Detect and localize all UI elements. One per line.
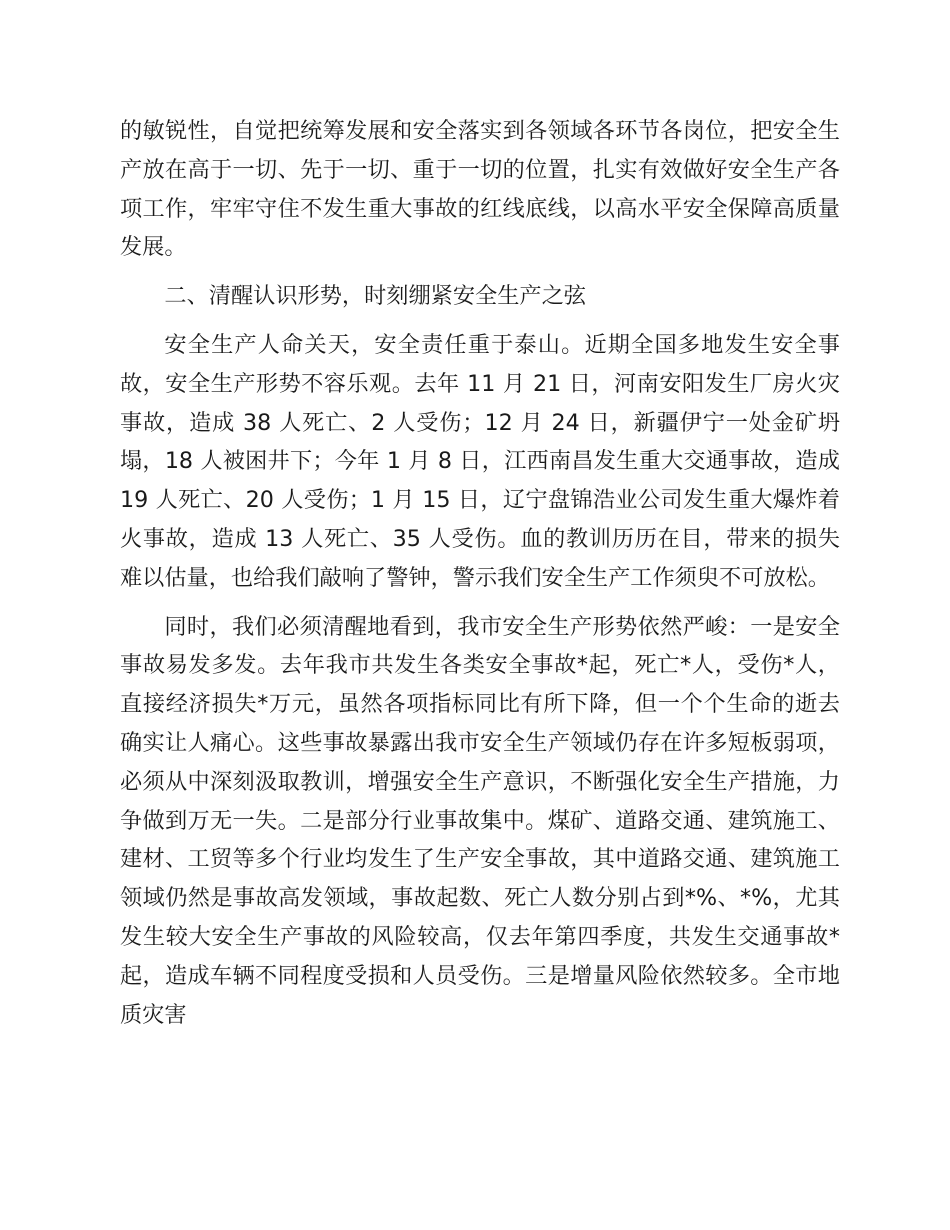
section-heading: 二、清醒认识形势，时刻绷紧安全生产之弦	[164, 283, 586, 310]
document-body	[120, 112, 840, 1034]
paragraph-local-situation: 同时，我们必须清醒地看到，我市安全生产形势依然严峻：一是安全事故易发多发。去年我市共发生各类安全事故*起，死亡*人，受伤*人，直接经济损失*万元，虽然各项指标同比有所下降，但一个个生命的逝去确实让人痛心。这些事故暴露出我市安全生产领域仍存在许多短板弱项，必须从中深刻汲取教训，增强安全生产意识，不断强化安全生产措施，力争做到万无一失。二是部分行业事故集中。煤矿、道路交通、建筑施工、建材、工贸等多个行业均发生了生产安全事故，其中道路交通、建筑施工领域仍然是事故高发领域，事故起数、死亡人数分别占到*%、*%，尤其发生较大安全生产事故的风险较高，仅去年第四季度，共发生交通事故*起，造成车辆不同程度受损和人员受伤。三是增量风险依然较多。全市地质灾害	[120, 613, 840, 1028]
paragraph-continuation: 的敏锐性，自觉把统筹发展和安全落实到各领域各环节各岗位，把安全生产放在高于一切、先于一切、重于一切的位置，扎实有效做好安全生产各项工作，牢牢守住不发生重大事故的红线底线，以高水平安全保障高质量发展。	[120, 118, 840, 261]
paragraph-recent-accidents: 安全生产人命关天，安全责任重于泰山。近期全国多地发生安全事故，安全生产形势不容乐观。去年 11 月 21 日，河南安阳发生厂房火灾事故，造成 38 人死亡、2 人受伤；12 月 24 日，新疆伊宁一处金矿坍塌，18 人被困井下；今年 1 月 8 日，江西南昌发生重大交通事故，造成 19 人死亡、20 人受伤；1 月 15 日，辽宁盘锦浩业公司发生重大爆炸着火事故，造成 13 人死亡、35 人受伤。血的教训历历在目，带来的损失难以估量，也给我们敲响了警钟，警示我们安全生产工作须臾不可放松。	[120, 331, 840, 591]
